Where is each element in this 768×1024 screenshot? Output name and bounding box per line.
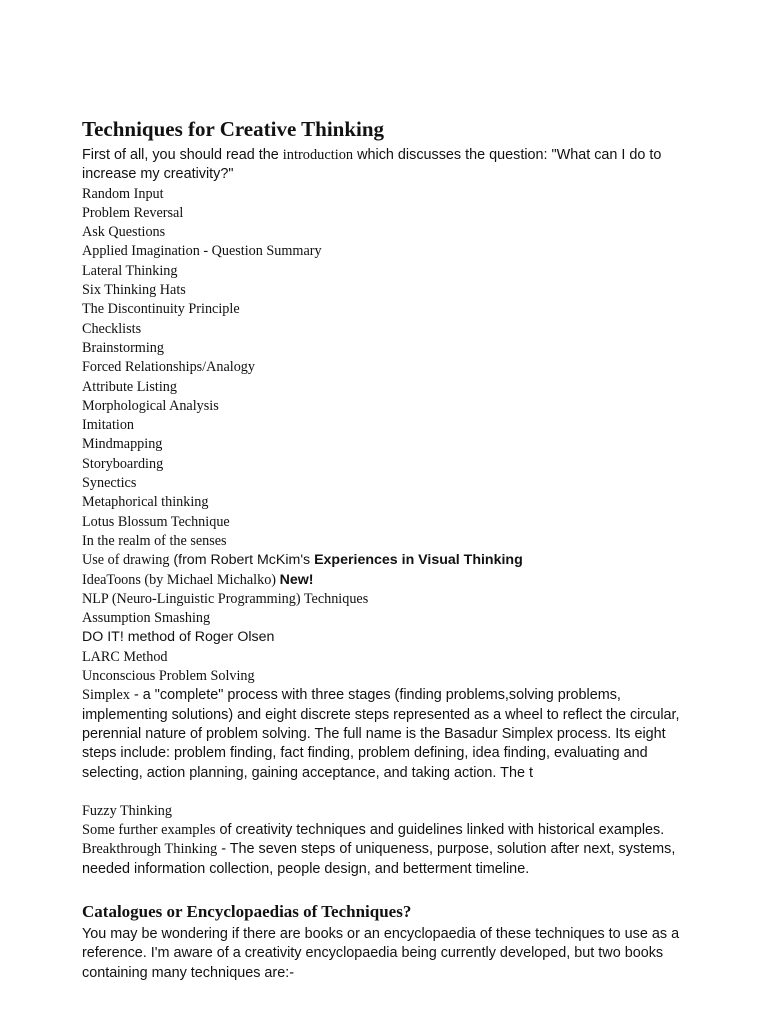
intro-paragraph [82, 146, 682, 185]
technique-item[interactable]: Random Input [82, 185, 164, 202]
simplex-link[interactable]: Simplex [82, 687, 130, 704]
technique-item[interactable]: Attribute Listing [82, 378, 177, 395]
technique-item[interactable]: NLP (Neuro-Linguistic Programming) Techniques [82, 590, 369, 607]
technique-item[interactable]: Lotus Blossum Technique [82, 513, 230, 530]
technique-item[interactable]: Applied Imagination - Question Summary [82, 243, 322, 260]
technique-item[interactable]: Imitation [82, 417, 135, 434]
technique-item[interactable]: Mindmapping [82, 436, 163, 453]
further-examples-text: of creativity techniques and guidelines linked with historical examples. [215, 822, 665, 839]
technique-item-doit [82, 628, 682, 647]
technique-item[interactable]: Six Thinking Hats [82, 282, 186, 299]
technique-item[interactable]: Brainstorming [82, 339, 164, 356]
technique-item[interactable]: The Discontinuity Principle [82, 301, 240, 318]
technique-item[interactable]: Synectics [82, 475, 137, 492]
further-examples-paragraph [82, 821, 682, 840]
document-page [82, 116, 682, 983]
spacer [82, 879, 682, 901]
technique-item[interactable]: Storyboarding [82, 455, 164, 472]
simplex-text: - a "complete" process with three stages (finding problems,solving problems, implementing solutions) and eight discrete steps represented as a wheel to reflect the circular, perennial nature of problem solving. The full name is the Basadur Simplex process. Its eight steps include: problem finding, fact finding, problem defining, idea finding, evaluating and selecting, action planning, gaining acceptance, and taking action. The t [82, 687, 680, 781]
fuzzy-list [82, 802, 682, 821]
catalogues-heading: Catalogues or Encyclopaedias of Techniques? [82, 901, 412, 921]
technique-item[interactable]: Unconscious Problem Solving [82, 668, 255, 685]
page-title: Techniques for Creative Thinking [82, 117, 385, 141]
technique-item[interactable]: Assumption Smashing [82, 610, 211, 627]
doit-rest: ! method of Roger Olsen [119, 629, 275, 646]
breakthrough-paragraph [82, 840, 682, 879]
intro-post: which discusses the question: "What can I do to increase my creativity?" [82, 147, 662, 183]
breakthrough-text: - The seven steps of uniqueness, purpose, solution after next, systems, needed information collection, people design, and betterment timeline. [82, 841, 676, 877]
technique-item[interactable]: Ask Questions [82, 224, 166, 241]
technique-item[interactable]: Checklists [82, 320, 142, 337]
use-of-drawing-link[interactable]: Use of drawing [82, 552, 170, 569]
drawing-source: (from Robert McKim's [169, 552, 315, 569]
technique-item[interactable]: Morphological Analysis [82, 397, 219, 414]
doit-link[interactable]: DO IT [82, 629, 120, 646]
technique-item[interactable]: Problem Reversal [82, 204, 184, 221]
technique-item[interactable]: Metaphorical thinking [82, 494, 209, 511]
fuzzy-thinking-link[interactable]: Fuzzy Thinking [82, 802, 172, 819]
technique-item-ideatoons [82, 571, 682, 590]
intro-pre: First of all, you should read the [82, 147, 283, 163]
technique-item[interactable]: Forced Relationships/Analogy [82, 359, 255, 376]
technique-item[interactable]: LARC Method [82, 648, 168, 665]
simplex-paragraph [82, 686, 682, 782]
catalogues-paragraph: You may be wondering if there are books or an encyclopaedia of these techniques to use as a reference. I'm aware of a creativity encyclopaedia being currently developed, but two books containing many techniques are:- [82, 925, 680, 981]
techniques-list [82, 185, 682, 687]
technique-item-drawing [82, 551, 682, 570]
technique-item[interactable]: In the realm of the senses [82, 532, 227, 549]
ideatoons-link[interactable]: IdeaToons (by Michael Michalko) [82, 571, 280, 588]
introduction-link[interactable]: introduction [282, 147, 354, 163]
further-examples-link[interactable]: Some further examples [82, 822, 216, 839]
breakthrough-link[interactable]: Breakthrough Thinking [82, 841, 218, 858]
new-badge: New! [279, 571, 314, 588]
spacer [82, 783, 682, 802]
drawing-book-title: Experiences in Visual Thinking [314, 552, 523, 569]
technique-item[interactable]: Lateral Thinking [82, 262, 178, 279]
